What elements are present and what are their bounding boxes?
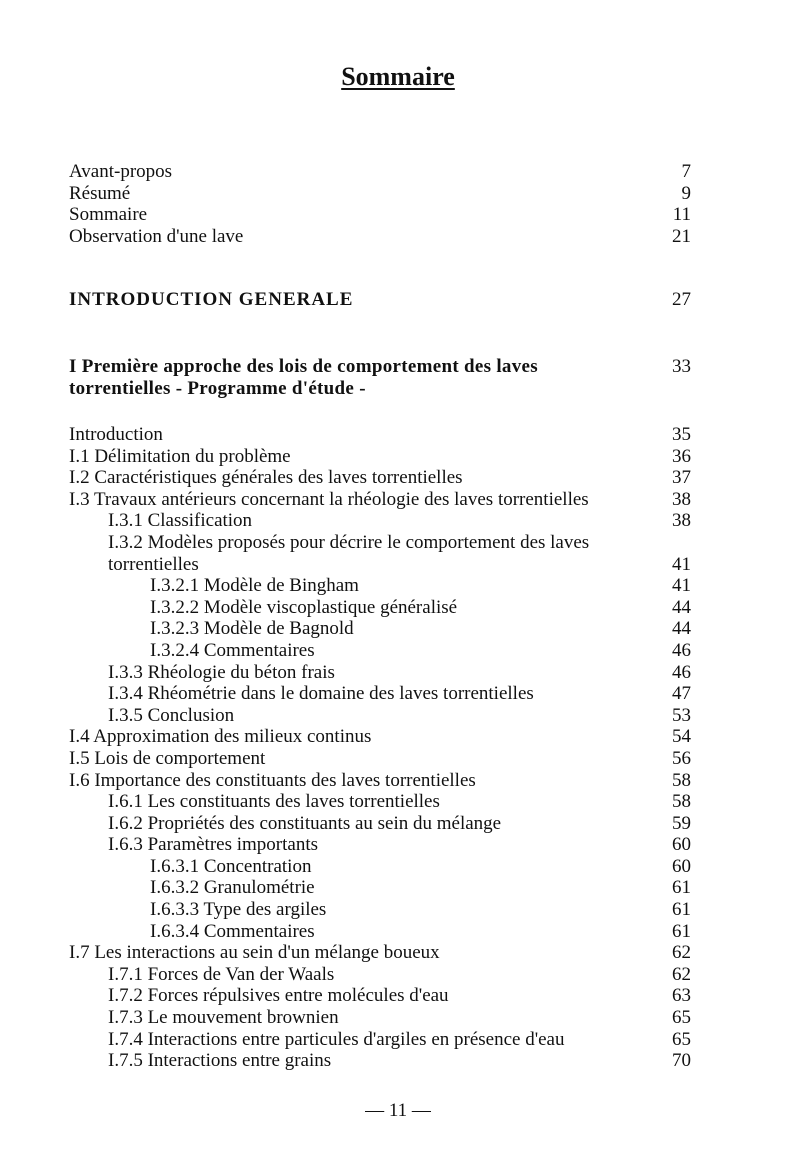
toc-entry-text: I.3.1 Classification — [108, 510, 253, 532]
toc-entry-text: I.3 Travaux antérieurs concernant la rhéologie des laves torrentielles — [69, 488, 589, 510]
toc-entry-text: I.6.1 Les constituants des laves torrentielles — [108, 791, 440, 813]
toc-entry-text: I.5 Lois de comportement — [69, 747, 266, 769]
toc-entry-page: 60 — [672, 834, 691, 856]
toc-entry-page: 7 — [681, 161, 691, 182]
toc-entry-text: I.1 Délimitation du problème — [69, 445, 291, 467]
toc-part-heading — [69, 356, 691, 400]
toc-entry — [69, 856, 691, 878]
toc-entry-text: I.6.3.3 Type des argiles — [150, 899, 327, 921]
toc-entry — [69, 467, 691, 489]
toc-entry-text: I.6.3 Paramètres importants — [108, 834, 319, 856]
toc-entry-text: I.3.2.4 Commentaires — [150, 639, 315, 661]
toc-entry-page: 46 — [672, 661, 691, 683]
toc-entry — [69, 554, 691, 576]
toc-entry-page: 37 — [672, 467, 691, 489]
toc-entry-page: 46 — [672, 639, 691, 661]
toc-entry-text: I.4 Approximation des milieux continus — [69, 726, 372, 748]
toc-entry — [69, 489, 691, 511]
toc-entry-page: 38 — [672, 510, 691, 532]
page-title: Sommaire — [341, 62, 455, 91]
toc-entry-page: 65 — [672, 1028, 691, 1050]
toc-entries-list — [69, 424, 691, 1072]
toc-entry-text: Avant-propos — [69, 161, 173, 182]
toc-entry-text: Sommaire — [69, 204, 148, 226]
toc-entry-page: 59 — [672, 812, 691, 834]
toc-entry-page: 61 — [672, 899, 691, 921]
toc-entry-text: I.3.2.1 Modèle de Bingham — [150, 575, 359, 597]
toc-entry — [69, 597, 691, 619]
toc-entry — [69, 813, 691, 835]
toc-entry-page: 38 — [672, 488, 691, 510]
toc-entry-text: I.6.3.2 Granulométrie — [150, 877, 315, 899]
toc-entry-page: 53 — [672, 704, 691, 726]
toc-entry — [69, 985, 691, 1007]
toc-entry-page: 60 — [672, 855, 691, 877]
toc-entry-text: torrentielles — [108, 553, 199, 575]
toc-entry — [69, 446, 691, 468]
toc-entry — [69, 510, 691, 532]
toc-entry — [69, 705, 691, 727]
toc-part-line-2: torrentielles - Programme d'étude - — [69, 378, 366, 399]
toc-entry — [69, 964, 691, 986]
toc-entry — [69, 183, 691, 205]
toc-entry — [69, 226, 691, 248]
toc-entry-page: 56 — [672, 747, 691, 769]
toc-entry-page: 65 — [672, 1007, 691, 1029]
toc-entry-page: 21 — [672, 225, 691, 247]
toc-entry — [69, 204, 691, 226]
toc-entry-text: I.7.5 Interactions entre grains — [108, 1050, 332, 1072]
toc-entry — [69, 1029, 691, 1051]
toc-entry-page: 61 — [672, 877, 691, 899]
toc-entry-page: 36 — [672, 445, 691, 467]
toc-part-line-1: I Première approche des lois de comportement des laves — [69, 356, 538, 377]
toc-entry-page: 44 — [672, 596, 691, 618]
toc-entry-text: I.3.2 Modèles proposés pour décrire le comportement des laves — [108, 531, 590, 553]
toc-entry-page: 27 — [672, 289, 691, 310]
toc-entry-page: 70 — [672, 1050, 691, 1072]
toc-entry — [69, 899, 691, 921]
toc-entry — [69, 942, 691, 964]
toc-entry-page: 11 — [672, 204, 691, 226]
toc-entry — [69, 640, 691, 662]
toc-entry-text: I.3.2.3 Modèle de Bagnold — [150, 618, 354, 640]
toc-entry-page: 35 — [672, 424, 691, 445]
toc-entry-text: I.6.2 Propriétés des constituants au sein du mélange — [108, 812, 502, 834]
toc-entry-text: I.6.3.4 Commentaires — [150, 920, 315, 942]
toc-entry-page: 9 — [681, 182, 691, 204]
toc-entry-text: I.3.5 Conclusion — [108, 704, 235, 726]
toc-entry — [69, 532, 691, 554]
toc-entry — [69, 618, 691, 640]
toc-entry-text: I.6 Importance des constituants des laves torrentielles — [69, 769, 476, 791]
toc-entry — [69, 834, 691, 856]
toc-entry-page: 41 — [672, 553, 691, 575]
toc-entry-text: INTRODUCTION GENERALE — [69, 289, 354, 310]
toc-entry-page: 41 — [672, 575, 691, 597]
toc-entry-text: I.7.3 Le mouvement brownien — [108, 1007, 339, 1029]
toc-entry — [69, 161, 691, 183]
toc-entry — [69, 921, 691, 943]
toc-entry-text: I.6.3.1 Concentration — [150, 855, 312, 877]
toc-entry-page: 58 — [672, 791, 691, 813]
toc-entry — [69, 791, 691, 813]
toc-entry — [69, 575, 691, 597]
toc-entry — [69, 683, 691, 705]
toc-entry — [69, 877, 691, 899]
page-number: — 11 — — [365, 1100, 431, 1121]
toc-entry-text: I.7 Les interactions au sein d'un mélange boueux — [69, 942, 440, 964]
toc-introduction-generale — [69, 288, 691, 312]
toc-entry — [69, 424, 691, 446]
toc-entry-text: I.2 Caractéristiques générales des laves torrentielles — [69, 467, 463, 489]
toc-entry-text: Observation d'une lave — [69, 225, 244, 247]
toc-entry-text: I.7.1 Forces de Van der Waals — [108, 963, 335, 985]
toc-entry — [69, 748, 691, 770]
toc-entry-text: Introduction — [69, 424, 163, 445]
toc-entry-page: 62 — [672, 942, 691, 964]
toc-entry-page: 47 — [672, 683, 691, 705]
toc-entry — [69, 1007, 691, 1029]
toc-entry-page: 63 — [672, 985, 691, 1007]
toc-entry-text: I.3.2.2 Modèle viscoplastique généralisé — [150, 596, 458, 618]
toc-entry-text: I.3.4 Rhéométrie dans le domaine des laves torrentielles — [108, 683, 534, 705]
toc-entry-text: I.7.4 Interactions entre particules d'argiles en présence d'eau — [108, 1028, 565, 1050]
toc-entry-page: 62 — [672, 963, 691, 985]
toc-entry-page: 54 — [672, 726, 691, 748]
toc-entry — [69, 1050, 691, 1072]
toc-entry — [69, 662, 691, 684]
toc-entry-text: I.3.3 Rhéologie du béton frais — [108, 661, 335, 683]
toc-entry — [69, 726, 691, 748]
toc-entry-page: 44 — [672, 618, 691, 640]
toc-entry — [69, 770, 691, 792]
toc-entry-page: 33 — [672, 356, 691, 377]
front-matter-list — [69, 161, 691, 247]
toc-entry-page: 61 — [672, 920, 691, 942]
toc-entry-page: 58 — [672, 769, 691, 791]
toc-entry-text: I.7.2 Forces répulsives entre molécules d'eau — [108, 985, 449, 1007]
toc-entry-text: Résumé — [69, 182, 131, 204]
